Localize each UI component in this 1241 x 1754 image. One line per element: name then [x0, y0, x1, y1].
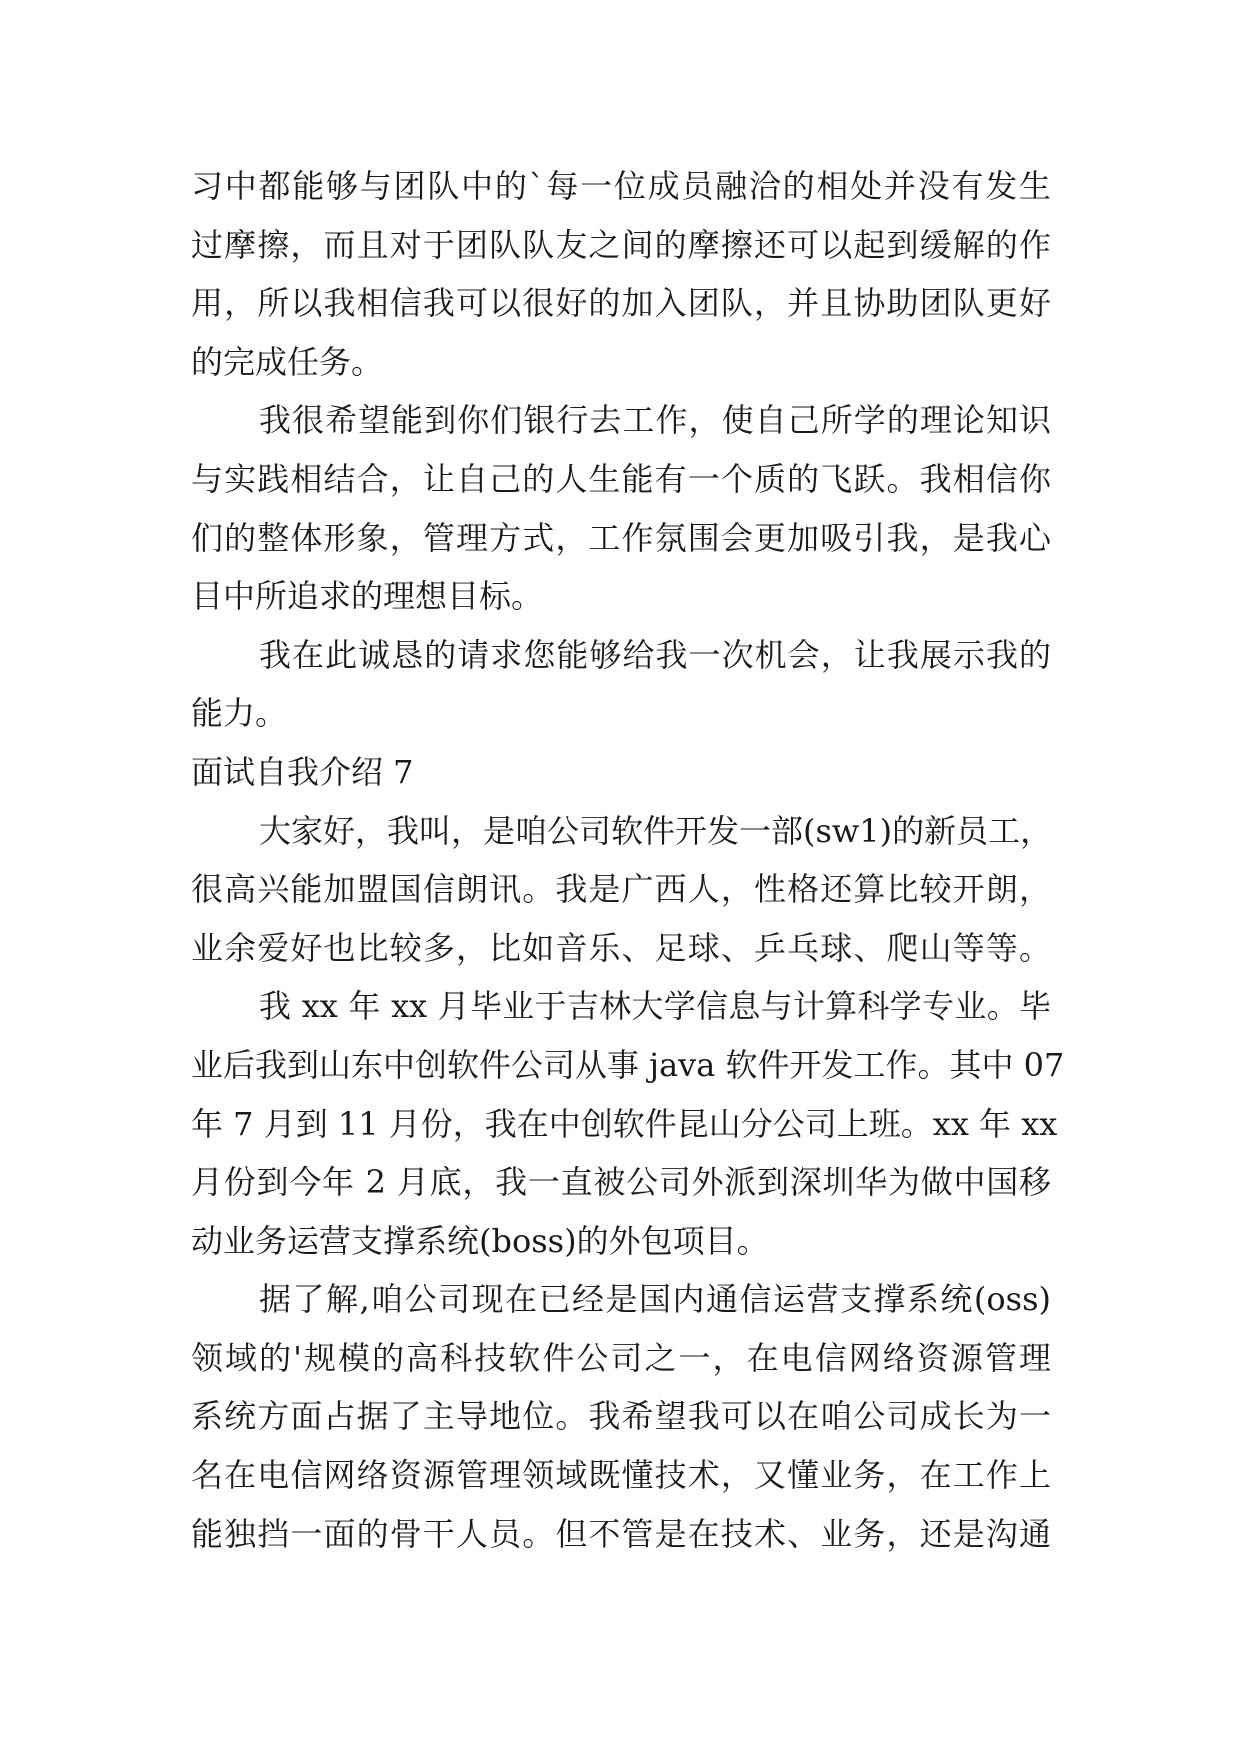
paragraph-line: 目中所追求的理想目标。	[191, 577, 544, 616]
paragraph-line: 我在此诚恳的请求您能够给我一次机会，让我展示我的	[259, 635, 1051, 674]
paragraph-line: 据了解,咱公司现在已经是国内通信运营支撑系统(oss)	[259, 1280, 1051, 1319]
paragraph-line: 大家好，我叫，是咱公司软件开发一部(sw1)的新员工，	[259, 811, 1053, 850]
paragraph-line: 的完成任务。	[191, 342, 384, 381]
paragraph-line: 业后我到山东中创软件公司从事 java 软件开发工作。其中 07	[191, 1045, 1065, 1084]
paragraph-line: 领域的'规模的高科技软件公司之一，在电信网络资源管理	[191, 1338, 1051, 1377]
paragraph-line: 们的整体形象，管理方式，工作氛围会更加吸引我，是我心	[191, 518, 1051, 557]
paragraph-line: 年 7 月到 11 月份，我在中创软件昆山分公司上班。xx 年 xx	[191, 1104, 1058, 1143]
paragraph-line: 我 xx 年 xx 月毕业于吉林大学信息与计算科学专业。毕	[259, 987, 1051, 1026]
paragraph-line: 我很希望能到你们银行去工作，使自己所学的理论知识	[259, 401, 1051, 440]
document-body	[191, 157, 1065, 1563]
section-heading: 面试自我介绍 7	[191, 752, 414, 791]
paragraph-line: 很高兴能加盟国信朗讯。我是广西人，性格还算比较开朗，	[191, 870, 1051, 909]
paragraph-line: 用，所以我相信我可以很好的加入团队，并且协助团队更好	[191, 284, 1051, 323]
paragraph-line: 习中都能够与团队中的`每一位成员融洽的相处并没有发生	[191, 167, 1051, 205]
paragraph-line: 与实践相结合，让自己的人生能有一个质的飞跃。我相信你	[191, 459, 1051, 498]
paragraph-line: 名在电信网络资源管理领域既懂技术，又懂业务，在工作上	[191, 1456, 1051, 1495]
paragraph-line: 业余爱好也比较多，比如音乐、足球、乒乓球、爬山等等。	[191, 928, 1051, 967]
paragraph-line: 月份到今年 2 月底，我一直被公司外派到深圳华为做中国移	[191, 1163, 1051, 1202]
paragraph-line: 系统方面占据了主导地位。我希望我可以在咱公司成长为一	[191, 1397, 1051, 1436]
paragraph-line: 动业务运营支撑系统(boss)的外包项目。	[191, 1221, 769, 1260]
paragraph-line: 能独挡一面的骨干人员。但不管是在技术、业务，还是沟通	[191, 1514, 1051, 1553]
paragraph-line: 能力。	[191, 694, 288, 733]
paragraph-line: 过摩擦，而且对于团队队友之间的摩擦还可以起到缓解的作	[191, 225, 1051, 264]
